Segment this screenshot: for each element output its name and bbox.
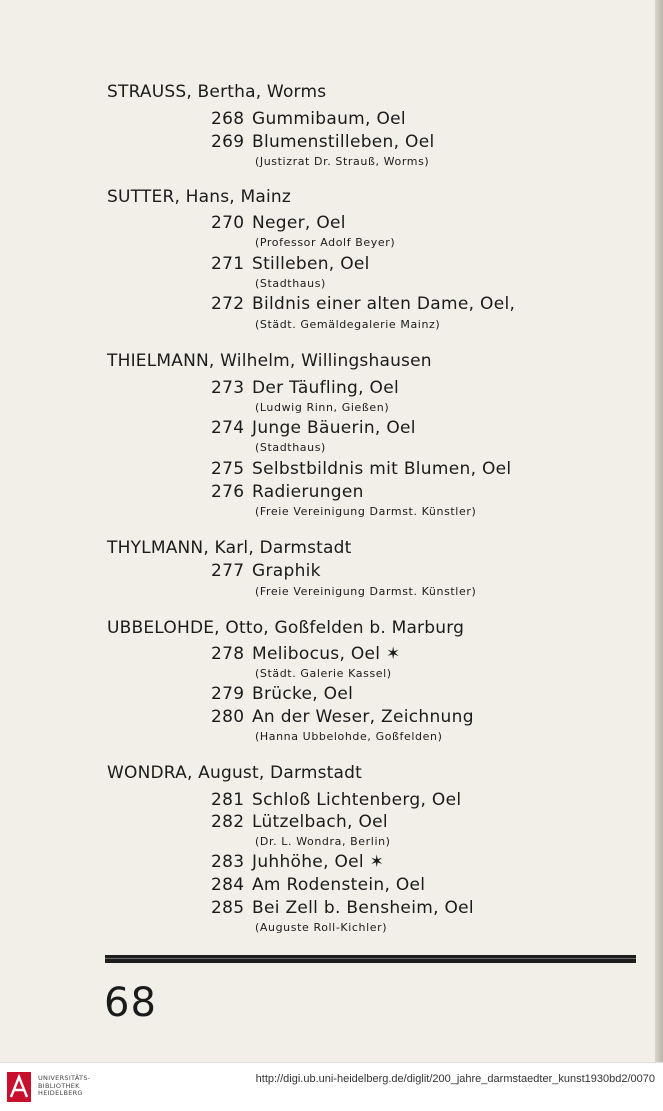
work-entry: [211, 109, 406, 129]
work-title: Juhhöhe, Oel ✶: [252, 852, 385, 872]
owner-note: (Stadthaus): [255, 441, 326, 454]
work-title: Bei Zell b. Bensheim, Oel: [252, 898, 474, 918]
work-entry: [211, 684, 353, 704]
viewer-footer: [0, 1062, 663, 1111]
owner-note: (Professor Adolf Beyer): [255, 236, 396, 249]
work-entry: [211, 561, 321, 581]
artist-heading: UBBELOHDE, Otto, Goßfelden b. Marburg: [107, 618, 465, 638]
library-name: [38, 1075, 90, 1098]
artist-heading: THYLMANN, Karl, Darmstadt: [107, 538, 352, 558]
work-entry: [211, 644, 401, 664]
work-title: An der Weser, Zeichnung: [252, 707, 474, 727]
work-entry: [211, 898, 474, 918]
artist-heading: THIELMANN, Wilhelm, Willingshausen: [107, 351, 432, 371]
work-title: Neger, Oel: [252, 213, 346, 233]
horizontal-rule: [105, 955, 636, 963]
work-entry: [211, 254, 370, 274]
owner-note: (Justizrat Dr. Strauß, Worms): [255, 155, 430, 168]
work-title: Gummibaum, Oel: [252, 109, 406, 129]
work-entry: [211, 707, 474, 727]
work-title: Blumenstilleben, Oel: [252, 132, 435, 152]
work-number: 272: [211, 294, 245, 314]
library-name-line: HEIDELBERG: [38, 1089, 83, 1097]
work-number: 269: [211, 132, 245, 152]
library-name-line: BIBLIOTHEK: [38, 1081, 80, 1090]
work-number: 268: [211, 109, 245, 129]
work-number: 281: [211, 790, 245, 810]
work-number: 271: [211, 254, 245, 274]
work-title: Am Rodenstein, Oel: [252, 875, 426, 895]
work-title: Melibocus, Oel ✶: [252, 644, 401, 664]
page-edge-shadow: [655, 0, 663, 1062]
work-title: Selbstbildnis mit Blumen, Oel: [252, 459, 512, 479]
work-title: Lützelbach, Oel: [252, 812, 388, 832]
work-entry: [211, 294, 515, 314]
work-entry: [211, 459, 511, 479]
work-number: 274: [211, 418, 245, 438]
work-number: 285: [211, 898, 245, 918]
work-number: 283: [211, 852, 245, 872]
work-number: 278: [211, 644, 245, 664]
owner-note: (Freie Vereinigung Darmst. Künstler): [255, 585, 477, 598]
work-entry: [211, 132, 435, 152]
work-entry: [211, 482, 364, 502]
owner-note: (Freie Vereinigung Darmst. Künstler): [255, 505, 477, 518]
owner-note: (Auguste Roll-Kichler): [255, 921, 388, 934]
work-number: 280: [211, 707, 245, 727]
work-title: Stilleben, Oel: [252, 254, 370, 274]
work-number: 273: [211, 378, 245, 398]
owner-note: (Dr. L. Wondra, Berlin): [255, 835, 391, 848]
work-entry: [211, 812, 388, 832]
page-number: 68: [104, 980, 157, 1026]
work-number: 275: [211, 459, 245, 479]
work-title: Bildnis einer alten Dame, Oel,: [252, 294, 516, 314]
work-number: 282: [211, 812, 245, 832]
work-entry: [211, 213, 346, 233]
owner-note: (Stadthaus): [255, 277, 326, 290]
work-number: 270: [211, 213, 245, 233]
artist-heading: SUTTER, Hans, Mainz: [107, 187, 292, 207]
artist-heading: WONDRA, August, Darmstadt: [107, 763, 363, 783]
work-number: 276: [211, 482, 245, 502]
owner-note: (Hanna Ubbelohde, Goßfelden): [255, 730, 443, 743]
owner-note: (Städt. Gemäldegalerie Mainz): [255, 318, 441, 331]
work-title: Brücke, Oel: [252, 684, 354, 704]
work-number: 279: [211, 684, 245, 704]
work-entry: [211, 852, 384, 872]
work-entry: [211, 418, 416, 438]
work-entry: [211, 378, 399, 398]
artist-heading: STRAUSS, Bertha, Worms: [107, 82, 327, 102]
work-title: Graphik: [252, 561, 321, 581]
library-name-line: UNIVERSITÄTS-: [38, 1074, 91, 1082]
work-title: Radierungen: [252, 482, 364, 502]
work-number: 277: [211, 561, 245, 581]
work-entry: [211, 875, 425, 895]
owner-note: (Ludwig Rinn, Gießen): [255, 401, 390, 414]
work-number: 284: [211, 875, 245, 895]
permalink-url[interactable]: http://digi.ub.uni-heidelberg.de/diglit/200_jahre_darmstaedter_kunst1930bd2/0070: [255, 1073, 655, 1085]
work-title: Der Täufling, Oel: [252, 378, 400, 398]
work-entry: [211, 790, 461, 810]
university-library-logo-icon: [6, 1071, 32, 1103]
work-title: Junge Bäuerin, Oel: [252, 418, 416, 438]
work-title: Schloß Lichtenberg, Oel: [252, 790, 462, 810]
owner-note: (Städt. Galerie Kassel): [255, 667, 392, 680]
